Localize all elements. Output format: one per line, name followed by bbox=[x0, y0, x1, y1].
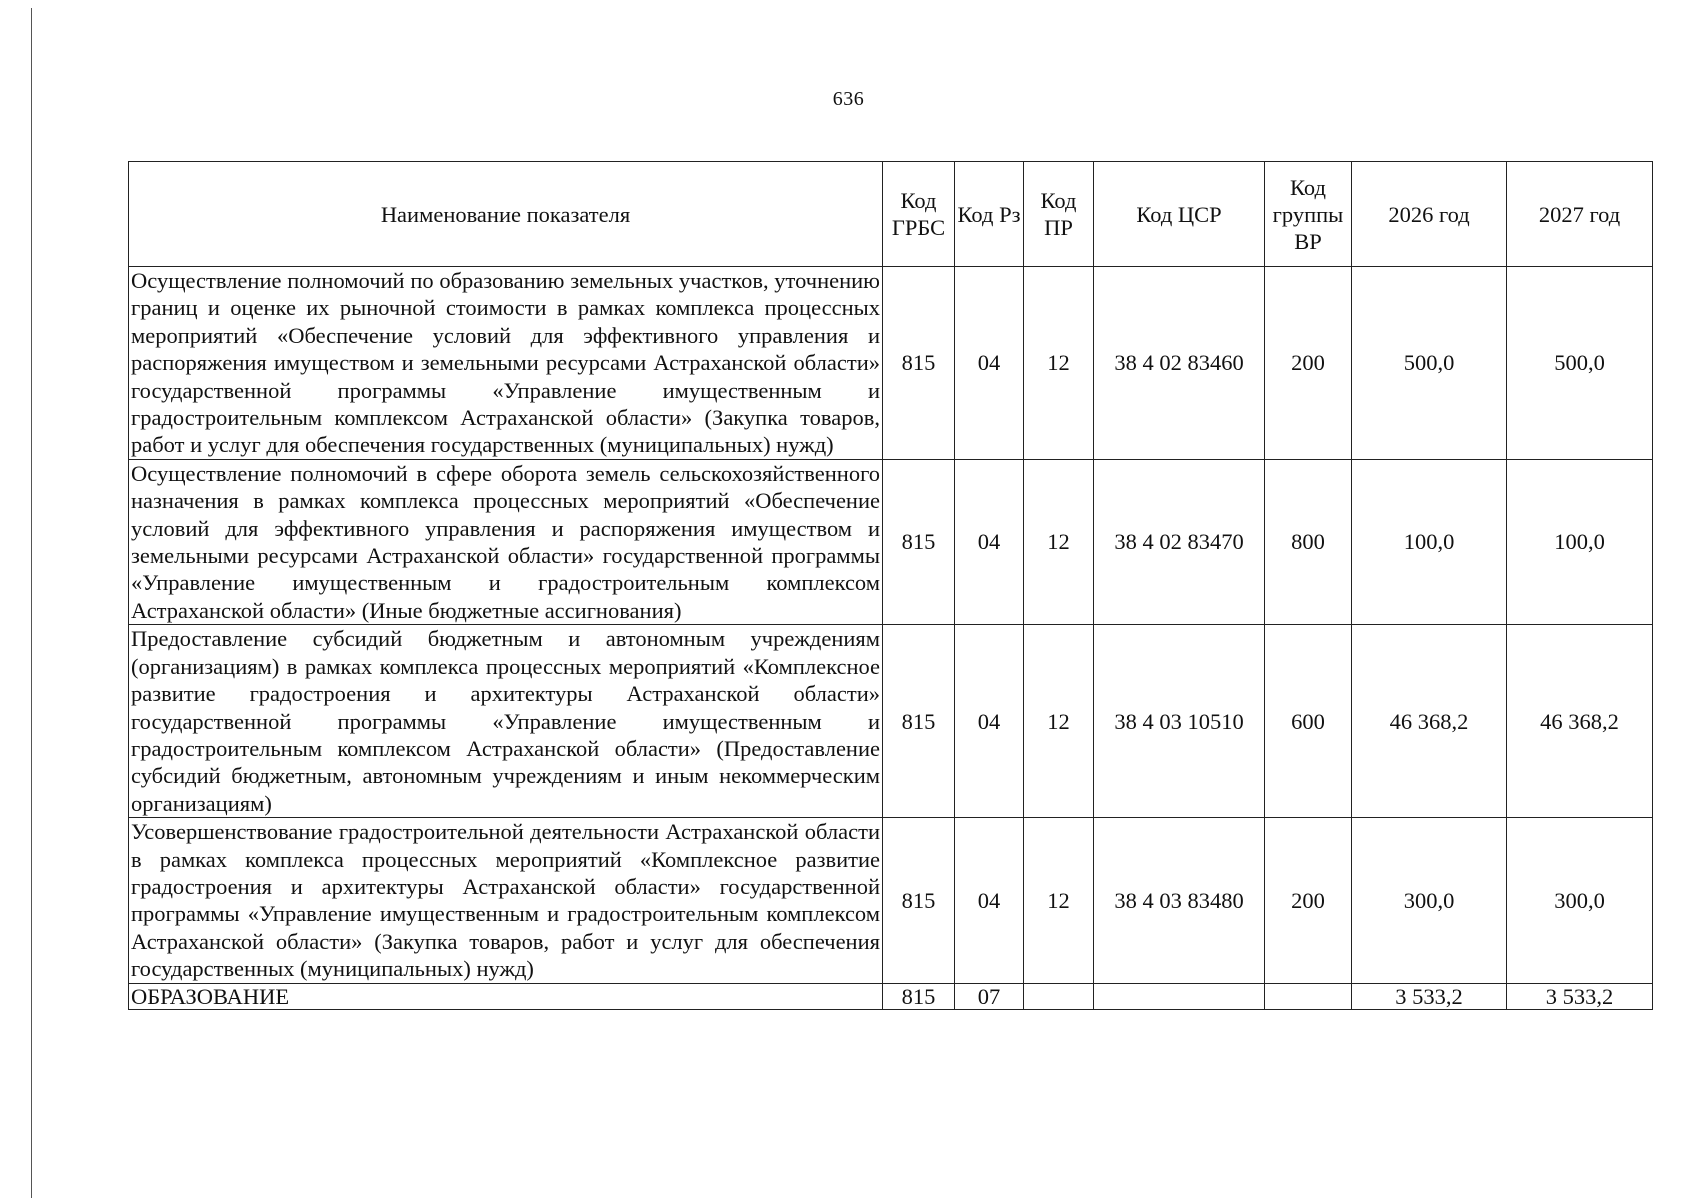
header-rz: Код Рз bbox=[955, 162, 1024, 267]
budget-table bbox=[128, 161, 1653, 1010]
row-name: Усовершенствование градостроительной деятельности Астраханской области в рамках комплекса процессных мероприятий «Комплексное развитие градостроения и архитектуры Астраханской области» государственной программы «Управление имущественным и градостроительным комплексом Астраханской области» (Закупка товаров, работ и услуг для обеспечения государственных (муниципальных) нужд) bbox=[129, 818, 883, 983]
total-vr bbox=[1265, 983, 1352, 1009]
header-name: Наименование показателя bbox=[129, 162, 883, 267]
row-pr: 12 bbox=[1024, 267, 1094, 460]
table-row bbox=[129, 459, 1653, 624]
row-vr: 200 bbox=[1265, 267, 1352, 460]
header-pr: Код ПР bbox=[1024, 162, 1094, 267]
row-csr: 38 4 02 83470 bbox=[1094, 459, 1265, 624]
row-grbs: 815 bbox=[883, 267, 955, 460]
row-rz: 04 bbox=[955, 818, 1024, 983]
total-name: ОБРАЗОВАНИЕ bbox=[129, 983, 883, 1009]
row-vr: 600 bbox=[1265, 625, 1352, 818]
total-grbs: 815 bbox=[883, 983, 955, 1009]
left-margin-line bbox=[31, 8, 32, 1198]
header-vr: Код группы ВР bbox=[1265, 162, 1352, 267]
total-row bbox=[129, 983, 1653, 1009]
total-2026: 3 533,2 bbox=[1352, 983, 1507, 1009]
header-csr: Код ЦСР bbox=[1094, 162, 1265, 267]
header-row bbox=[129, 162, 1653, 267]
table-row bbox=[129, 818, 1653, 983]
row-csr: 38 4 03 10510 bbox=[1094, 625, 1265, 818]
row-name: Предоставление субсидий бюджетным и автономным учреждениям (организациям) в рамках комплекса процессных мероприятий «Комплексное развитие градостроения и архитектуры Астраханской области» государственной программы «Управление имущественным и градостроительным комплексом Астраханской области» (Предоставление субсидий бюджетным, автономным учреждениям и иным некоммерческим организациям) bbox=[129, 625, 883, 818]
row-2026: 500,0 bbox=[1352, 267, 1507, 460]
header-2027: 2027 год bbox=[1507, 162, 1653, 267]
page-number: 636 bbox=[832, 88, 865, 110]
row-csr: 38 4 03 83480 bbox=[1094, 818, 1265, 983]
row-grbs: 815 bbox=[883, 459, 955, 624]
row-pr: 12 bbox=[1024, 625, 1094, 818]
row-2027: 100,0 bbox=[1507, 459, 1653, 624]
total-pr bbox=[1024, 983, 1094, 1009]
row-vr: 200 bbox=[1265, 818, 1352, 983]
row-rz: 04 bbox=[955, 267, 1024, 460]
row-2026: 300,0 bbox=[1352, 818, 1507, 983]
row-csr: 38 4 02 83460 bbox=[1094, 267, 1265, 460]
total-2027: 3 533,2 bbox=[1507, 983, 1653, 1009]
row-2026: 100,0 bbox=[1352, 459, 1507, 624]
header-grbs: Код ГРБС bbox=[883, 162, 955, 267]
row-pr: 12 bbox=[1024, 818, 1094, 983]
row-vr: 800 bbox=[1265, 459, 1352, 624]
row-pr: 12 bbox=[1024, 459, 1094, 624]
row-name: Осуществление полномочий по образованию земельных участков, уточнению границ и оценке их рыночной стоимости в рамках комплекса процессных мероприятий «Обеспечение условий для эффективного управления и распоряжения имуществом и земельными ресурсами Астраханской области» государственной программы «Управление имущественным и градостроительным комплексом Астраханской области» (Закупка товаров, работ и услуг для обеспечения государственных (муниципальных) нужд) bbox=[129, 267, 883, 460]
row-2027: 500,0 bbox=[1507, 267, 1653, 460]
row-name: Осуществление полномочий в сфере оборота земель сельскохозяйственного назначения в рамках комплекса процессных мероприятий «Обеспечение условий для эффективного управления и распоряжения имуществом и земельными ресурсами Астраханской области» государственной программы «Управление имущественным и градостроительным комплексом Астраханской области» (Иные бюджетные ассигнования) bbox=[129, 459, 883, 624]
row-2026: 46 368,2 bbox=[1352, 625, 1507, 818]
row-2027: 46 368,2 bbox=[1507, 625, 1653, 818]
row-grbs: 815 bbox=[883, 625, 955, 818]
row-rz: 04 bbox=[955, 459, 1024, 624]
row-grbs: 815 bbox=[883, 818, 955, 983]
row-rz: 04 bbox=[955, 625, 1024, 818]
table-row bbox=[129, 267, 1653, 460]
total-csr bbox=[1094, 983, 1265, 1009]
total-rz: 07 bbox=[955, 983, 1024, 1009]
table-row bbox=[129, 625, 1653, 818]
header-2026: 2026 год bbox=[1352, 162, 1507, 267]
row-2027: 300,0 bbox=[1507, 818, 1653, 983]
